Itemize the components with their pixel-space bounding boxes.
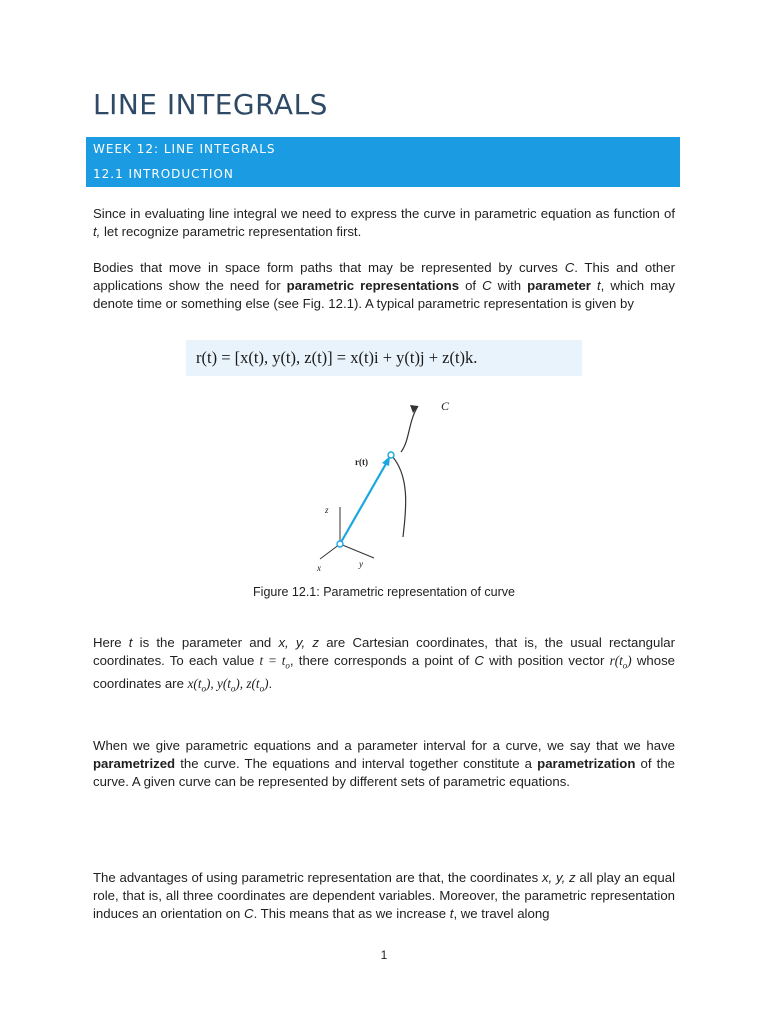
curve-point bbox=[388, 452, 394, 458]
p3-position-vector: r(t bbox=[609, 653, 623, 668]
p2-text-a: Bodies that move in space form paths that may be represented by curves bbox=[93, 260, 565, 275]
p2-text-b: . This and other applications show the need for bbox=[93, 260, 675, 293]
y-axis bbox=[340, 544, 374, 558]
label-x: x bbox=[317, 563, 321, 573]
p3-xyz: x, y, z bbox=[278, 635, 319, 650]
p2-bold-parameter: parameter bbox=[527, 278, 591, 293]
p3-coordinates: x(t bbox=[187, 675, 202, 691]
p2-text-f: , which may denote time or something else (see Fig. 12.1). A typical parametric representation is given by bbox=[93, 278, 675, 311]
p3-c1: C bbox=[474, 653, 484, 668]
p4-bold-parametrization: parametrization bbox=[537, 756, 636, 771]
label-z: z bbox=[325, 505, 329, 515]
p3-text-d: , there corresponds a point of bbox=[289, 653, 475, 668]
curve-c-upper bbox=[401, 406, 418, 452]
p3-text-g: . bbox=[268, 675, 273, 691]
p4-text-c: of the curve. A given curve can be represented by different sets of parametric equations. bbox=[93, 756, 675, 789]
p3-text-a: Here bbox=[93, 635, 129, 650]
p3-text-c: are Cartesian coordinates, that is, the usual rectangular coordinates. To each value bbox=[93, 635, 675, 668]
figure-caption: Figure 12.1: Parametric representation of curve bbox=[253, 585, 515, 599]
label-y: y bbox=[359, 559, 363, 569]
p2-c1: C bbox=[564, 260, 575, 275]
week-heading: WEEK 12: LINE INTEGRALS bbox=[93, 142, 276, 156]
label-r-t: r(t) bbox=[355, 457, 368, 467]
equation-box bbox=[186, 340, 582, 376]
parametric-curve-figure bbox=[300, 392, 480, 582]
p2-text-d: with bbox=[491, 278, 528, 293]
section-heading: 12.1 INTRODUCTION bbox=[93, 167, 234, 181]
origin-point bbox=[337, 541, 343, 547]
p3-text-e: with position vector bbox=[483, 653, 610, 668]
p3-t-def: t = t bbox=[259, 653, 286, 668]
p4-bold-parametrized: parametrized bbox=[93, 756, 176, 771]
p2-t: t bbox=[596, 278, 601, 293]
paragraph-parametrized bbox=[93, 737, 675, 791]
p5-text-c: . This means that as we increase bbox=[253, 906, 450, 921]
paragraph-intro bbox=[93, 205, 675, 241]
parametric-equation: r(t) = [x(t), y(t), z(t)] = x(t)i + y(t)j + z(t)k. bbox=[196, 348, 478, 367]
p4-text-b: the curve. The equations and interval together constitute a bbox=[175, 756, 538, 771]
p2-text-c: of bbox=[459, 278, 483, 293]
p5-text-d: , we travel along bbox=[453, 906, 550, 921]
p1-text-b: let recognize parametric representation first. bbox=[100, 224, 362, 239]
position-vector bbox=[340, 462, 387, 544]
p5-text-b: all play an equal role, that is, all three coordinates are dependent variables. Moreover, the parametric representation induces an orientation on bbox=[93, 870, 675, 921]
p5-xyz: x, y, z bbox=[541, 870, 576, 885]
p5-t: t bbox=[449, 906, 454, 921]
curve-c-lower bbox=[391, 455, 406, 537]
p1-t: t, bbox=[93, 224, 101, 239]
p5-c1: C bbox=[244, 906, 254, 921]
p5-text-a: The advantages of using parametric representation are that, the coordinates bbox=[93, 870, 542, 885]
paragraph-bodies bbox=[93, 259, 675, 313]
section-banner bbox=[86, 137, 680, 187]
page-number: 1 bbox=[380, 948, 388, 962]
p4-text-a: When we give parametric equations and a parameter interval for a curve, we say that we have bbox=[93, 738, 675, 753]
label-c: C bbox=[441, 399, 450, 413]
paragraph-advantages bbox=[93, 869, 675, 923]
page-title: LINE INTEGRALS bbox=[93, 88, 328, 121]
x-axis bbox=[320, 544, 340, 559]
p2-c2: C bbox=[482, 278, 492, 293]
paragraph-parameter: Here t is the parameter and x, y, z are Cartesian coordinates, that is, the usual rectangular coordinates. To each value $t = t_o$, there corresponds a point of C with position vector $r(t_o)$ whose coordinates are $x(t_o)$, $y(t_o)$, $z(t_o)$. bbox=[93, 635, 675, 694]
p1-text-a: Since in evaluating line integral we need to express the curve in parametric equation as function of bbox=[93, 206, 675, 221]
p3-t: t bbox=[128, 635, 133, 650]
p3-text-b: is the parameter and bbox=[132, 635, 279, 650]
p3-text-f: whose coordinates are bbox=[93, 653, 675, 691]
p2-bold-parametric-representations: parametric representations bbox=[286, 278, 460, 293]
